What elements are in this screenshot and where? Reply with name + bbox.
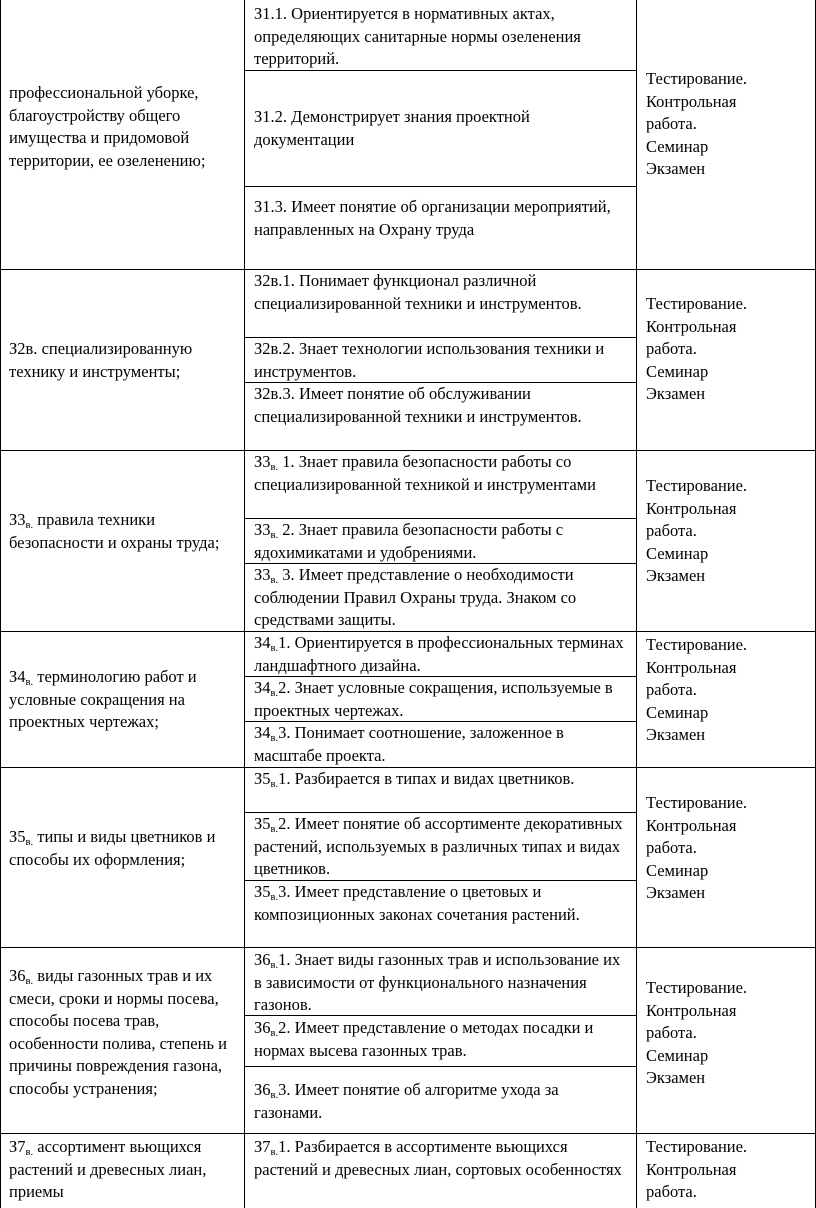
indicator-code: З2в. xyxy=(254,384,283,403)
indicator-cell xyxy=(254,338,630,383)
topic-text: терминологию работ и условные сокращения на проектных чертежах; xyxy=(9,667,197,731)
indicator-code-subscript: в. xyxy=(270,643,279,654)
row-divider xyxy=(244,1066,636,1067)
indicator-code: З5 xyxy=(254,814,271,833)
indicator-cell xyxy=(254,1017,630,1062)
indicator-cell xyxy=(254,3,630,71)
topic-code: З7 xyxy=(9,1137,26,1156)
indicator-code: З5 xyxy=(254,882,271,901)
indicator-code-subscript: в. xyxy=(270,1147,279,1158)
assessment-line: работа. xyxy=(646,1023,697,1042)
assessment-line: работа. xyxy=(646,838,697,857)
indicator-code-subscript: в. xyxy=(270,1028,279,1039)
indicator-cell xyxy=(254,270,630,315)
row-divider xyxy=(0,1133,816,1134)
indicator-text: 3. Имеет понятие об алгоритме ухода за газонами. xyxy=(254,1080,559,1122)
assessment-line: работа. xyxy=(646,521,697,540)
indicator-code-subscript: в. xyxy=(270,824,279,835)
indicator-code: З6 xyxy=(254,1080,271,1099)
indicator-cell xyxy=(254,1079,630,1124)
indicator-cell xyxy=(254,768,630,791)
indicator-code-subscript: в. xyxy=(270,688,279,699)
assessment-line: Контрольная xyxy=(646,1000,737,1020)
indicator-text: 1. Разбирается в ассортименте вьющихся растений и древесных лиан, сортовых особенностях xyxy=(254,1137,622,1179)
topic-code: З4 xyxy=(9,667,26,686)
assessment-line: Контрольная xyxy=(646,1159,737,1179)
assessment-line: работа. xyxy=(646,339,697,358)
topic-text: виды газонных трав и их смеси, сроки и нормы посева, способы посева трав, особенности полива, степень и причины повреждения газона, способы устранения; xyxy=(9,966,227,1098)
indicator-code-subscript: в. xyxy=(270,575,279,586)
indicator-cell xyxy=(254,106,630,151)
indicator-code-subscript: в. xyxy=(270,530,279,541)
assessment-cell xyxy=(646,634,811,747)
assessment-line: Тестирование. xyxy=(646,476,748,495)
indicator-cell xyxy=(254,813,630,881)
assessment-line: работа. xyxy=(646,1182,697,1201)
topic-code-subscript: в. xyxy=(25,677,34,688)
topic-cell xyxy=(9,1136,241,1204)
column-divider-1 xyxy=(244,0,245,1208)
indicator-cell xyxy=(254,949,630,1017)
indicator-code: З2в. xyxy=(254,339,283,358)
assessment-line: Экзамен xyxy=(646,384,706,403)
topic-code: З6 xyxy=(9,966,26,985)
indicator-text: 1. Ориентируется в нормативных актах, определяющих санитарные нормы озеленения территорий. xyxy=(254,4,581,68)
indicator-code: З3 xyxy=(254,520,271,539)
indicator-text: 2. Имеет представление о методах посадки и нормах высева газонных трав. xyxy=(254,1018,594,1060)
assessment-cell xyxy=(646,1136,811,1204)
assessment-line: Семинар xyxy=(646,860,709,880)
indicator-code: З4 xyxy=(254,678,271,697)
topic-cell xyxy=(9,82,241,172)
indicator-text: 3. Имеет понятие об организации мероприятий, направленных на Охрану труда xyxy=(254,197,611,239)
indicator-text: 1. Ориентируется в профессиональных терминах ландшафтного дизайна. xyxy=(254,633,624,675)
assessment-line: Семинар xyxy=(646,543,709,563)
column-divider-2 xyxy=(636,0,637,1208)
indicator-code: З2в. xyxy=(254,271,283,290)
assessment-line: Контрольная xyxy=(646,316,737,336)
assessment-line: работа. xyxy=(646,114,697,133)
indicator-cell xyxy=(254,632,630,677)
assessment-cell xyxy=(646,293,811,406)
indicator-text: 3. Имеет представление о необходимости соблюдении Правил Охраны труда. Знаком со средствами защиты. xyxy=(254,565,577,629)
indicator-text: 3. Понимает соотношение, заложенное в масштабе проекта. xyxy=(254,723,564,765)
topic-code-subscript: в. xyxy=(25,1147,34,1158)
indicator-text: 1. Знает правила безопасности работы со специализированной техникой и инструментами xyxy=(254,452,596,494)
assessment-line: Тестирование. xyxy=(646,793,748,812)
topic-text: специализированную технику и инструменты; xyxy=(9,339,193,381)
indicator-cell xyxy=(254,519,630,564)
indicator-cell xyxy=(254,564,630,632)
assessment-line: Тестирование. xyxy=(646,1137,748,1156)
indicator-text: 2. Знает условные сокращения, используемые в проектных чертежах. xyxy=(254,678,613,720)
topic-cell xyxy=(9,338,241,383)
assessment-line: Экзамен xyxy=(646,725,706,744)
assessment-line: Семинар xyxy=(646,702,709,722)
indicator-code: З3 xyxy=(254,565,271,584)
indicator-code: З5 xyxy=(254,769,271,788)
topic-cell xyxy=(9,826,241,871)
indicator-text: 2. Демонстрирует знания проектной документации xyxy=(254,107,530,149)
assessment-line: Контрольная xyxy=(646,91,737,111)
indicator-text: 3. Имеет представление о цветовых и композиционных законах сочетания растений. xyxy=(254,882,580,924)
topic-cell xyxy=(9,666,241,734)
indicator-cell xyxy=(254,881,630,926)
topic-code-subscript: в. xyxy=(25,837,34,848)
indicator-code-subscript: в. xyxy=(270,892,279,903)
indicator-text: 2. Знает технологии использования техники и инструментов. xyxy=(254,339,605,381)
assessment-cell xyxy=(646,977,811,1090)
row-divider xyxy=(0,947,816,948)
indicator-code: З4 xyxy=(254,633,271,652)
assessment-cell xyxy=(646,475,811,588)
indicator-cell xyxy=(254,383,630,428)
assessment-line: Контрольная xyxy=(646,815,737,835)
assessment-line: Семинар xyxy=(646,361,709,381)
indicator-cell xyxy=(254,1136,630,1181)
topic-code: З2в. xyxy=(9,339,38,358)
indicator-code: З3 xyxy=(254,452,271,471)
indicator-cell xyxy=(254,451,630,496)
indicator-code: З1. xyxy=(254,107,275,126)
topic-cell xyxy=(9,965,241,1100)
table-border-left xyxy=(0,0,1,1208)
assessment-line: Экзамен xyxy=(646,883,706,902)
assessment-line: Экзамен xyxy=(646,1068,706,1087)
assessment-line: Семинар xyxy=(646,1045,709,1065)
topic-code: З5 xyxy=(9,827,26,846)
indicator-cell xyxy=(254,722,630,767)
assessment-line: Экзамен xyxy=(646,566,706,585)
topic-text: ассортимент вьющихся растений и древесных лиан, приемы xyxy=(9,1137,207,1201)
row-divider xyxy=(244,186,636,187)
indicator-cell xyxy=(254,677,630,722)
topic-code-subscript: в. xyxy=(25,976,34,987)
indicator-code: З1. xyxy=(254,4,275,23)
indicator-text: 3. Имеет понятие об обслуживании специализированной техники и инструментов. xyxy=(254,384,582,426)
assessment-line: Тестирование. xyxy=(646,978,748,997)
topic-text: правила техники безопасности и охраны труда; xyxy=(9,510,220,552)
indicator-code: З6 xyxy=(254,950,271,969)
indicator-text: 2. Знает правила безопасности работы с ядохимикатами и удобрениями. xyxy=(254,520,564,562)
indicator-text: 1. Знает виды газонных трав и использование их в зависимости от функционального назначения газонов. xyxy=(254,950,621,1014)
indicator-code: З4 xyxy=(254,723,271,742)
indicator-cell xyxy=(254,196,630,241)
indicator-code: З6 xyxy=(254,1018,271,1037)
indicator-text: 1. Разбирается в типах и видах цветников. xyxy=(278,769,575,788)
topic-cell xyxy=(9,509,241,554)
indicator-text: 1. Понимает функционал различной специализированной техники и инструментов. xyxy=(254,271,582,313)
assessment-line: Контрольная xyxy=(646,498,737,518)
indicator-code-subscript: в. xyxy=(270,960,279,971)
assessment-line: Семинар xyxy=(646,136,709,156)
topic-code-subscript: в. xyxy=(25,520,34,531)
assessment-line: Контрольная xyxy=(646,657,737,677)
indicator-code: З1. xyxy=(254,197,275,216)
indicator-code-subscript: в. xyxy=(270,733,279,744)
assessment-line: Экзамен xyxy=(646,159,706,178)
topic-text: типы и виды цветников и способы их оформления; xyxy=(9,827,216,869)
assessment-line: Тестирование. xyxy=(646,294,748,313)
assessment-cell xyxy=(646,68,811,181)
indicator-code-subscript: в. xyxy=(270,1090,279,1101)
assessment-cell xyxy=(646,792,811,905)
assessment-line: работа. xyxy=(646,680,697,699)
indicator-text: 2. Имеет понятие об ассортименте декоративных растений, используемых в различных типах и видах цветников. xyxy=(254,814,623,878)
topic-text: профессиональной уборке, благоустройству общего имущества и придомовой территории, ее озеленению; xyxy=(9,83,206,170)
assessment-line: Тестирование. xyxy=(646,635,748,654)
indicator-code-subscript: в. xyxy=(270,462,279,473)
assessment-line: Тестирование. xyxy=(646,69,748,88)
topic-code: З3 xyxy=(9,510,26,529)
indicator-code: З7 xyxy=(254,1137,271,1156)
indicator-code-subscript: в. xyxy=(270,779,279,790)
